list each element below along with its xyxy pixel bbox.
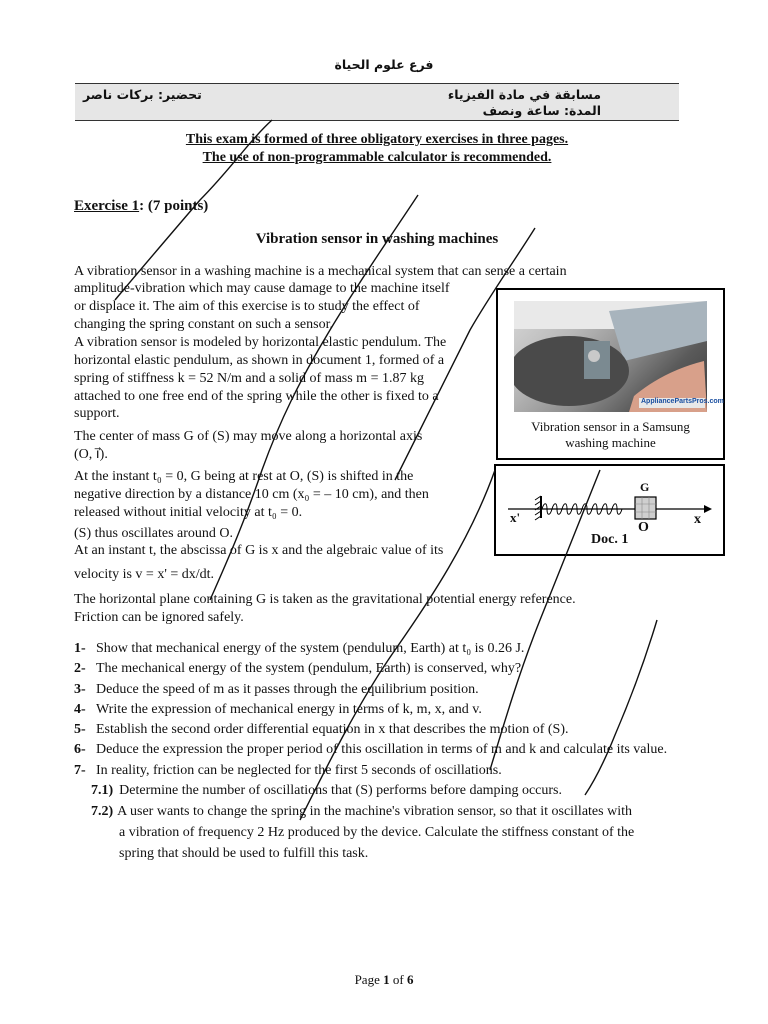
para-line-18: Friction can be ignored safely. [74, 610, 244, 625]
intro-line-2: The use of non-programmable calculator is recommended. [202, 150, 552, 165]
photo-watermark: AppliancePartsPros.com [641, 398, 724, 405]
para-line-7: attached to one free end of the spring while the other is fixed to a [74, 389, 439, 404]
question-6: 6- Deduce the expression the proper period of this oscillation in terms of m and k and calculate its value. [74, 742, 668, 757]
exercise-points: : (7 points) [139, 198, 209, 214]
subquestion-7-1: 7.1) Determine the number of oscillations that (S) performs before damping occurs. [91, 783, 562, 798]
para-line-9: The center of mass G of (S) may move along a horizontal axis [74, 429, 423, 444]
header-box [75, 83, 679, 121]
subquestion-7-2-line-2: a vibration of frequency 2 Hz produced by the device. Calculate the stiffness constant of the [119, 825, 635, 840]
question-7: 7- In reality, friction can be neglected for the first 5 seconds of oscillations. [74, 763, 502, 778]
subquestion-7-2-line-3: spring that should be used to fulfill this task. [119, 846, 369, 861]
para-line-11: At the instant t₀ = 0, G being at rest at O, (S) is shifted in the [74, 469, 414, 484]
exercise-title: Vibration sensor in washing machines [255, 231, 499, 247]
para-line-4: A vibration sensor is modeled by horizontal elastic pendulum. The [74, 335, 447, 350]
subquestion-7-2: 7.2) A user wants to change the spring in the machine's vibration sensor, so that it oscillates with [91, 804, 632, 819]
exam-author: تحضير: بركات ناصر [83, 87, 202, 102]
intro-line-1: This exam is formed of three obligatory exercises in three pages. [185, 132, 569, 147]
washing-machine-photo [514, 301, 724, 412]
question-2: 2- The mechanical energy of the system (pendulum, Earth) is conserved, why? [74, 661, 522, 676]
photo-figure [496, 288, 725, 460]
para-line-10: (O, i⃗). [74, 447, 108, 462]
para-line-5: horizontal elastic pendulum, as shown in document 1, formed of a [74, 353, 445, 368]
para-line-12: negative direction by a distance 10 cm (x₀ = – 10 cm), and then [74, 487, 429, 502]
para-line-2: or displace it. The aim of this exercise is to study the effect of [74, 299, 420, 314]
photo-caption-line-2: washing machine [565, 435, 656, 450]
exercise-label: Exercise 1 [74, 198, 140, 214]
doc1-caption: Doc. 1 [591, 532, 629, 547]
para-line-13: released without initial velocity at t₀ = 0. [74, 505, 303, 520]
exam-duration: المدة: ساعة ونصف [482, 103, 601, 118]
para-line-17: The horizontal plane containing G is taken as the gravitational potential energy reference. [74, 592, 576, 607]
photo-illustration [514, 301, 707, 412]
para-line-15: At an instant t, the abscissa of G is x and the algebraic value of its [74, 543, 444, 558]
photo-caption-line-1: Vibration sensor in a Samsung [531, 419, 690, 434]
page-number: Page 1 of 6 [354, 972, 414, 987]
question-3: 3- Deduce the speed of m as it passes through the equilibrium position. [74, 682, 479, 697]
question-5: 5- Establish the second order differential equation in x that describes the motion of (S). [74, 722, 569, 737]
doc1-figure [494, 464, 725, 556]
para-line-3: changing the spring constant on such a sensor. [74, 317, 333, 332]
para-line-1: amplitude-vibration which may cause damage to the machine itself [74, 281, 450, 296]
question-4: 4- Write the expression of mechanical energy in terms of k, m, x, and v. [74, 702, 482, 717]
question-1: 1- Show that mechanical energy of the system (pendulum, Earth) at t₀ is 0.26 J. [74, 641, 525, 656]
exam-subject: مسابقة في مادة الفيزياء [447, 87, 601, 102]
para-line-0: A vibration sensor in a washing machine is a mechanical system that can sense a certain [74, 264, 567, 279]
label-x-prime: x' [510, 510, 521, 525]
branch-title: فرع علوم الحياة [334, 57, 434, 72]
exercise-heading [74, 198, 208, 215]
para-line-16: velocity is v = x' = dx/dt. [74, 567, 215, 582]
para-line-14: (S) thus oscillates around O. [74, 526, 234, 541]
label-o: O [638, 520, 649, 535]
label-x: x [694, 512, 701, 527]
para-line-6: spring of stiffness k = 52 N/m and a solid of mass m = 1.87 kg [74, 371, 424, 386]
para-line-8: support. [74, 406, 120, 421]
label-g: G [640, 480, 650, 494]
